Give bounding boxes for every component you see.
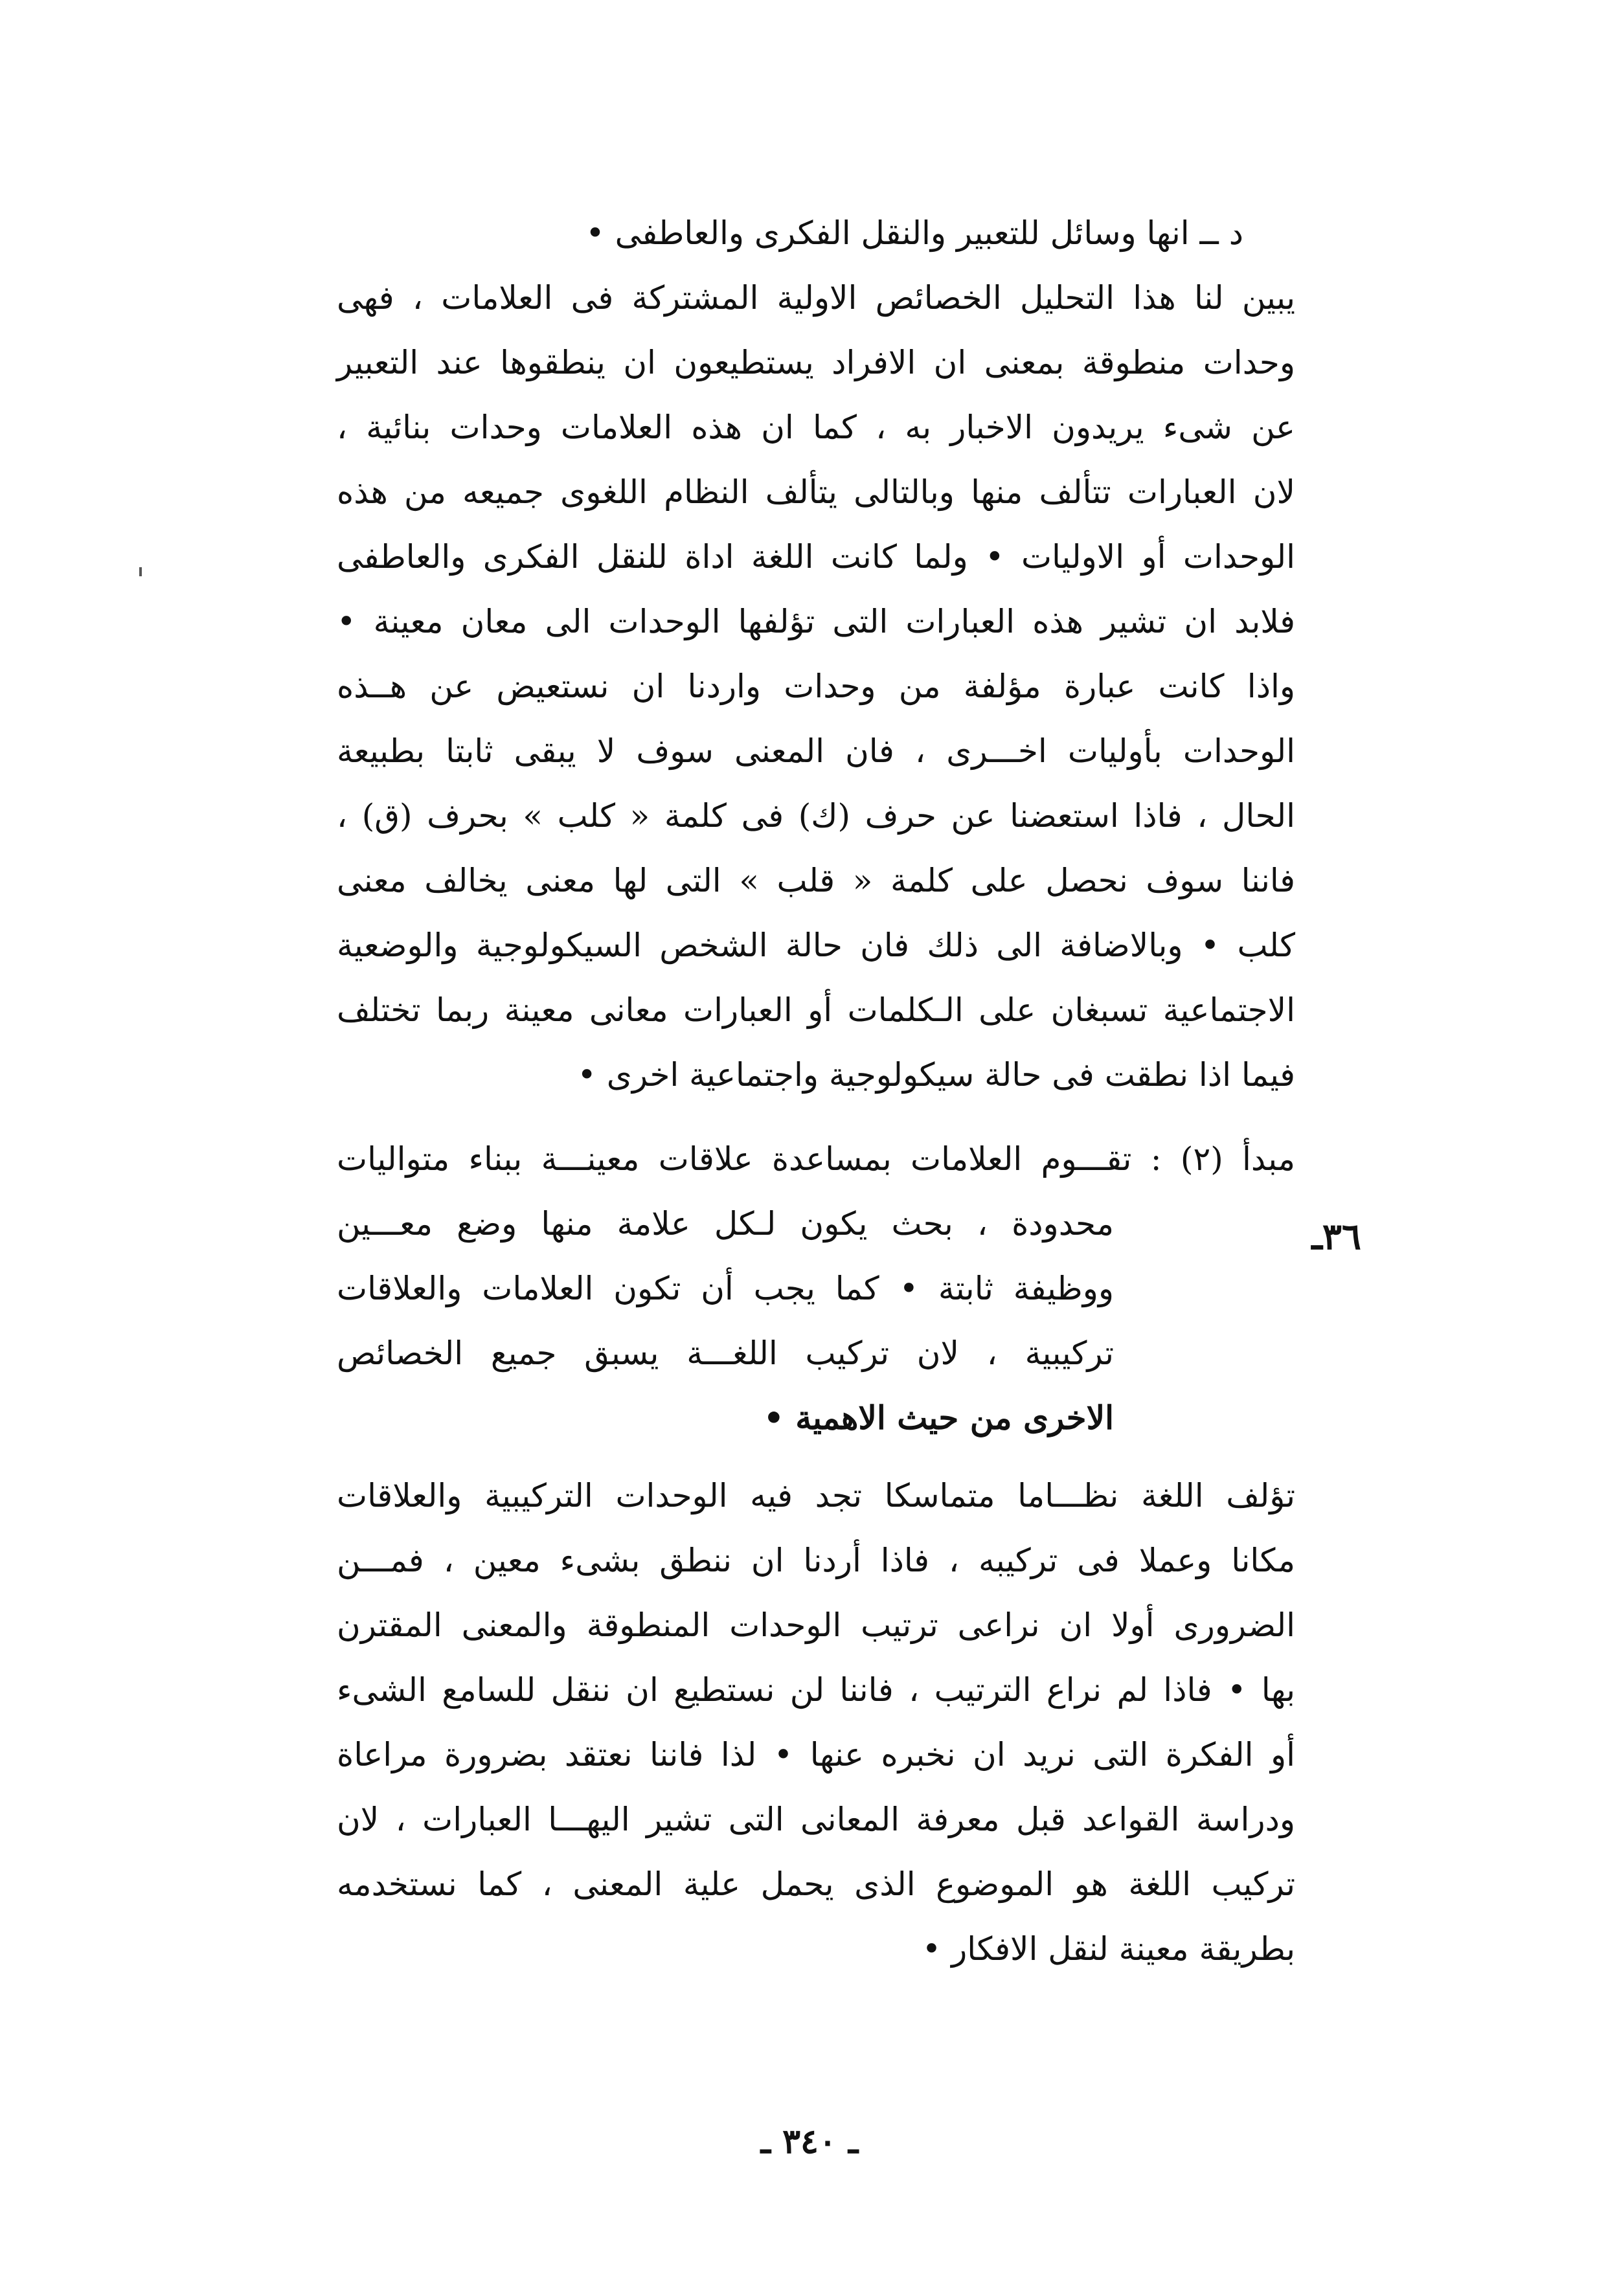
paragraph-1-line: عن شىء يريدون الاخبار به ، كما ان هذه العلامات وحدات بنائية ، (337, 409, 1295, 446)
paragraph-1-line: وحدات منطوقة بمعنى ان الافراد يستطيعون ان ينطقوها عند التعبير (337, 344, 1295, 381)
page-number: ـ ٣٤٠ ـ (760, 2122, 859, 2161)
paragraph-1-line: الوحدات بأوليات اخـــرى ، فان المعنى سوف لا يبقى ثابتا بطبيعة (337, 732, 1295, 770)
principle-line: ووظيفة ثابتة • كما يجب أن تكون العلامات والعلاقات (337, 1270, 1114, 1307)
paragraph-1-line: الاجتماعية تسبغان على الـكلمات أو العبارات معانى معينة ربما تختلف (337, 991, 1295, 1029)
principle-line: محدودة ، بحث يكون لـكل علامة منها وضع معـــين (337, 1205, 1114, 1243)
paragraph-2-line: تركيب اللغة هو الموضوع الذى يحمل علية المعنى ، كما نستخدمه (337, 1865, 1295, 1903)
paragraph-1-line: فلابد ان تشير هذه العبارات التى تؤلفها الوحدات الى معان معينة • (337, 603, 1295, 640)
paragraph-1-line: فاننا سوف نحصل على كلمة « قلب » التى لها معنى يخالف معنى (337, 862, 1295, 899)
paragraph-1-line: الحال ، فاذا استعضنا عن حرف (ك) فى كلمة « كلب » بحرف (ق) ، (337, 797, 1295, 835)
list-item-d: د ــ انها وسائل للتعبير والنقل الفكرى والعاطفى • (585, 214, 1243, 252)
scan-speck (139, 567, 142, 576)
paragraph-2-line: أو الفكرة التى نريد ان نخبره عنها • لذا فاننا نعتقد بضرورة مراعاة (337, 1736, 1295, 1773)
paragraph-1-line: واذا كانت عبارة مؤلفة من وحدات واردنا ان نستعيض عن هــذه (337, 668, 1295, 705)
paragraph-2-line: ودراسة القواعد قبل معرفة المعانى التى تشير اليهـــا العبارات ، لان (337, 1801, 1295, 1838)
paragraph-2-line: بطريقة معينة لنقل الافكار • (922, 1930, 1295, 1968)
principle-line: الاخرى من حيث الاهمية • (763, 1399, 1114, 1437)
paragraph-1-line: يبين لنا هذا التحليل الخصائص الاولية المشتركة فى العلامات ، فهى (337, 279, 1295, 317)
paragraph-1-line: الوحدات أو الاوليات • ولما كانت اللغة اداة للنقل الفكرى والعاطفى (337, 538, 1295, 576)
paragraph-2-line: الضرورى أولا ان نراعى ترتيب الوحدات المنطوقة والمعنى المقترن (337, 1606, 1295, 1644)
paragraph-2-line: بها • فاذا لم نراع الترتيب ، فاننا لن نستطيع ان ننقل للسامع الشىء (337, 1671, 1295, 1709)
paragraph-number: ٣٦ـ (1311, 1215, 1361, 1258)
principle-line: مبدأ (٢) : تقـــوم العلامات بمساعدة علاقات معينـــة ببناء متواليات (337, 1140, 1295, 1178)
paragraph-1-line: لان العبارات تتألف منها وبالتالى يتألف النظام اللغوى جميعه من هذه (337, 473, 1295, 511)
paragraph-2-line: مكانا وعملا فى تركيبه ، فاذا أردنا ان ننطق بشىء معين ، فمـــن (337, 1542, 1295, 1579)
paragraph-2-line: تؤلف اللغة نظـــاما متماسكا تجد فيه الوحدات التركيبية والعلاقات (337, 1477, 1295, 1514)
principle-line: تركيبية ، لان تركيب اللغـــة يسبق جميع الخصائص (337, 1334, 1114, 1372)
paragraph-1-line: فيما اذا نطقت فى حالة سيكولوجية واجتماعية اخرى • (577, 1056, 1295, 1094)
paragraph-1-line: كلب • وبالاضافة الى ذلك فان حالة الشخص السيكولوجية والوضعية (337, 927, 1295, 964)
